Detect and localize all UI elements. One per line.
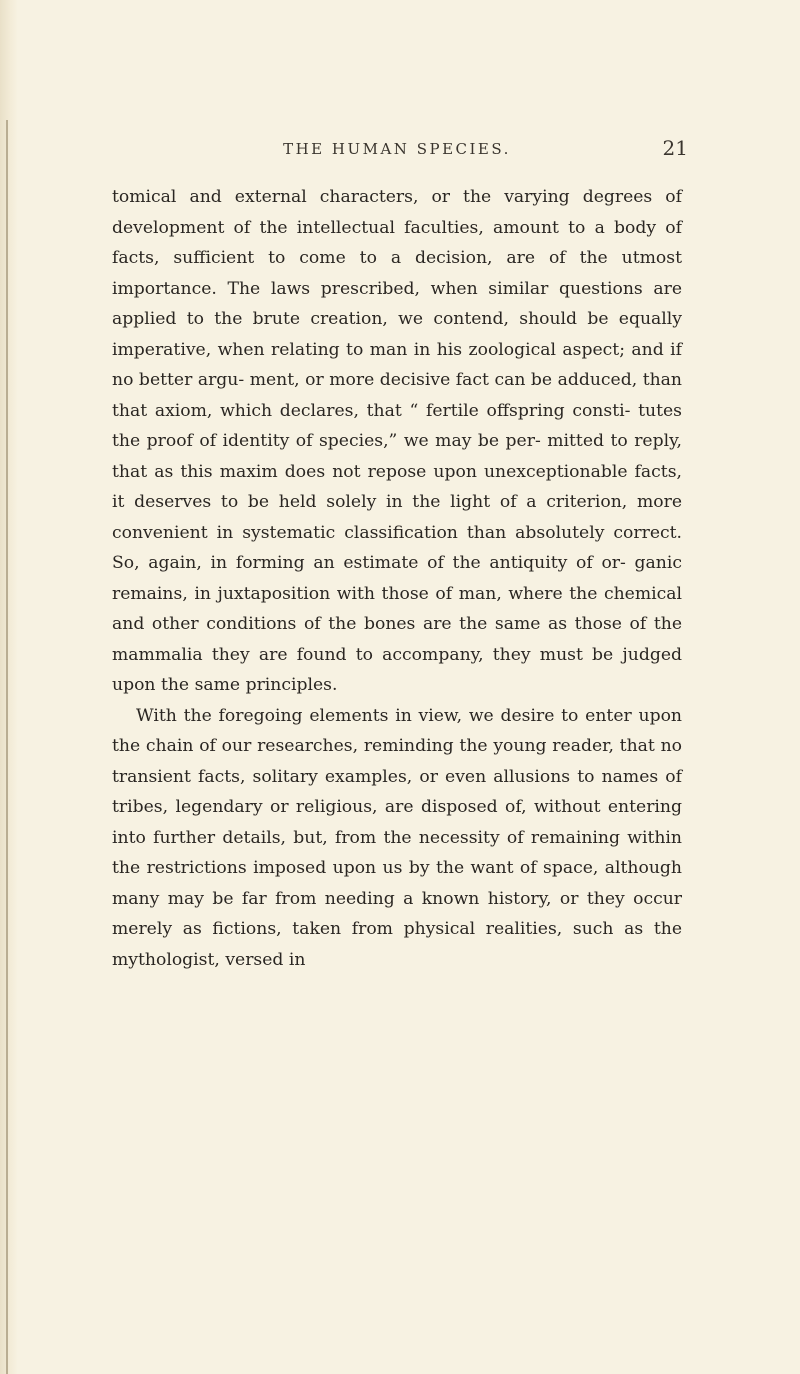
body-text — [112, 182, 682, 975]
binding-edge — [0, 0, 18, 1374]
binding-line — [6, 120, 8, 1374]
paragraph-2: With the foregoing elements in view, we desire to enter upon the chain of our researches, reminding the young reader, that no transient facts, solitary examples, or even allusions to names of tribes, legendary or religious, are disposed of, without entering into further details, but, from the necessity of remaining within the restrictions imposed upon us by the want of space, although many may be far from needing a known history, or they occur merely as fictions, taken from physical realities, such as the mythologist, versed in — [112, 705, 682, 970]
running-title: THE HUMAN SPECIES. — [283, 140, 511, 158]
page-number: 21 — [662, 136, 688, 160]
paragraph-1: tomical and external characters, or the varying degrees of development of the intellectual faculties, amount to a body of facts, sufficient to come to a decision, are of the utmost importance. The laws prescribed, when similar questions are applied to the brute creation, we contend, should be equally imperative, when relating to man in his zoological aspect; and if no better argu- ment, or more decisive fact can be adduced, than that axiom, which declares, that “ fertile offspring consti- tutes the proof of identity of species,” we may be per- mitted to reply, that as this maxim does not repose upon unexceptionable facts, it deserves to be held solely in the light of a criterion, more convenient in systematic classification than absolutely correct. So, again, in forming an estimate of the antiquity of or- ganic remains, in juxtaposition with those of man, where the chemical and other conditions of the bones are the same as those of the mammalia they are found to accompany, they must be judged upon the same principles. — [112, 187, 682, 695]
running-header — [112, 136, 688, 170]
book-page — [112, 136, 688, 975]
